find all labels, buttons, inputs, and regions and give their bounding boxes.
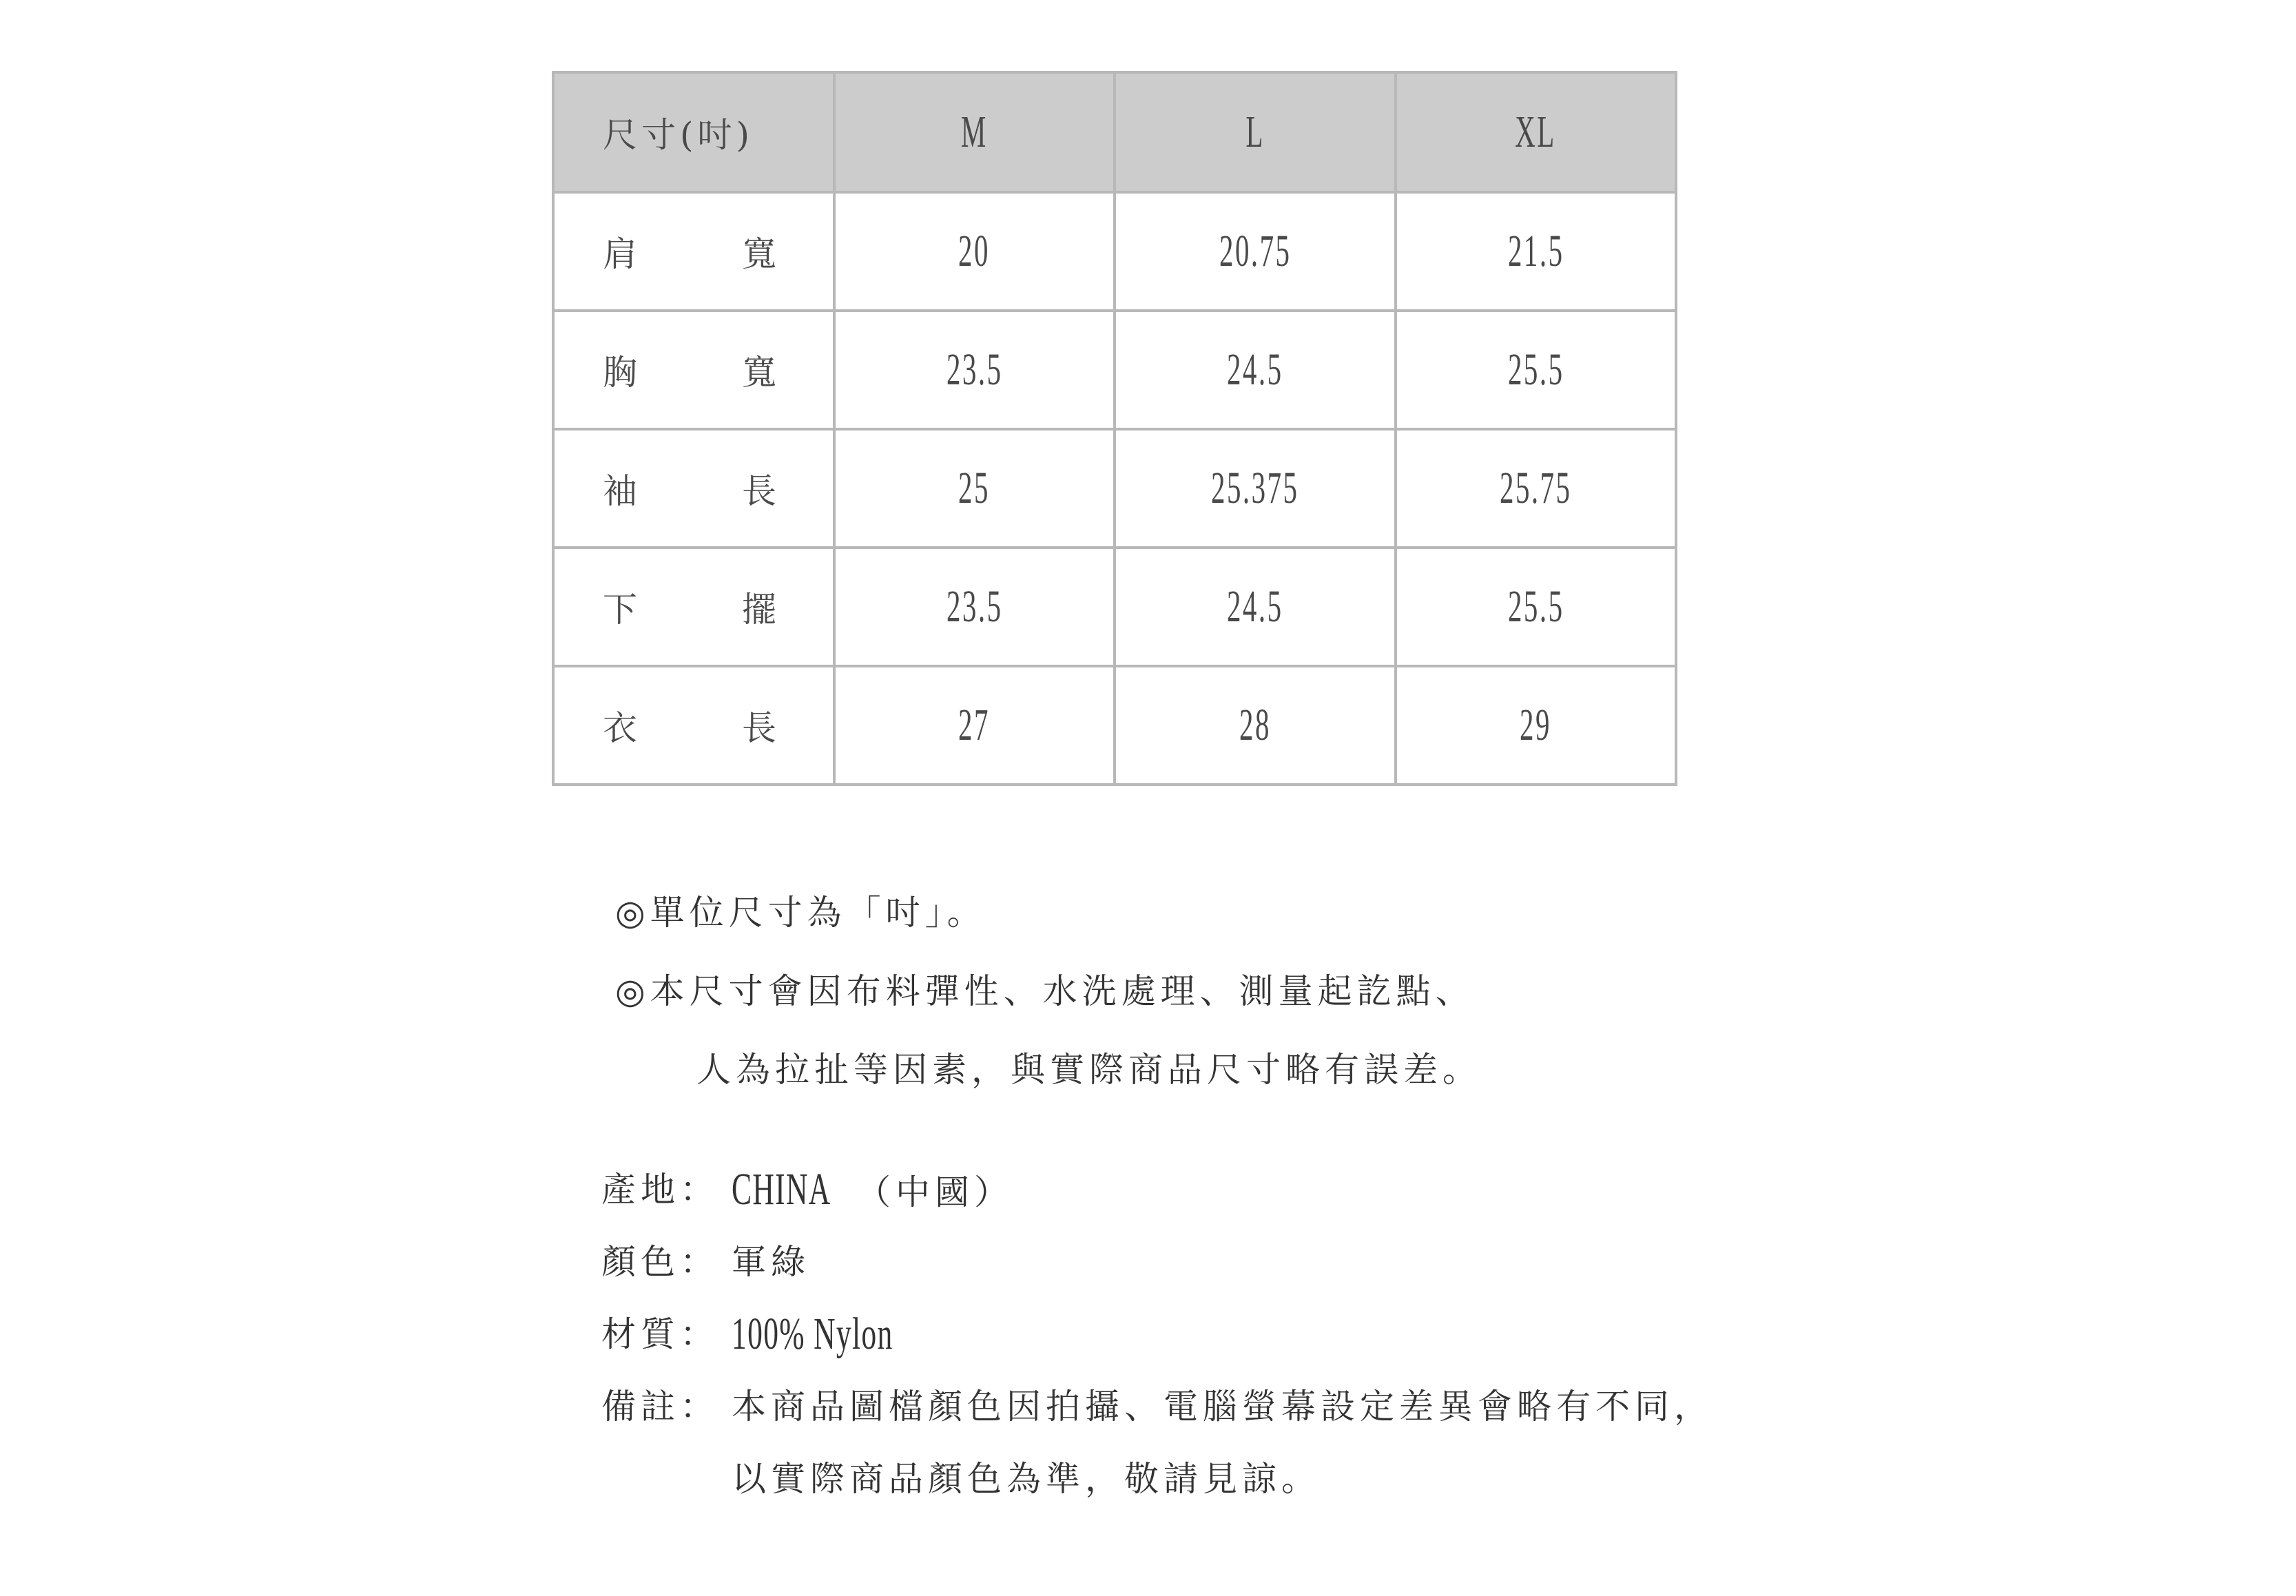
table-cell	[1115, 548, 1396, 666]
table-row-chest-width	[553, 311, 1676, 429]
info-material-label: 材質：	[601, 1314, 719, 1354]
info-color	[601, 1238, 1713, 1310]
row-label	[603, 345, 776, 395]
measurement-value: 24.5	[1226, 344, 1283, 395]
row-label-cell	[553, 548, 834, 666]
row-label	[603, 701, 776, 750]
info-origin-value	[732, 1165, 1013, 1238]
measurement-value: 23.5	[946, 344, 1003, 395]
measurement-value: 21.5	[1507, 226, 1564, 276]
info-remark	[601, 1382, 1713, 1455]
table-cell	[834, 548, 1115, 666]
header-size-xl	[1396, 72, 1677, 192]
measurement-value: 25	[958, 463, 991, 513]
row-label-cell	[553, 311, 834, 429]
row-label-char: 長	[742, 471, 776, 511]
row-label-char: 下	[603, 590, 637, 630]
measurement-value: 23.5	[946, 581, 1003, 632]
table-row-shoulder-width	[553, 192, 1676, 311]
measurement-value: 29	[1520, 700, 1552, 750]
table-cell	[1396, 666, 1677, 785]
size-notes	[615, 889, 1482, 1124]
info-color-value: 軍綠	[732, 1242, 810, 1282]
measurement-value: 28	[1239, 700, 1271, 750]
table-cell	[1396, 192, 1677, 311]
info-remark-continued	[601, 1455, 1713, 1527]
size-label: L	[1245, 107, 1265, 157]
material-value: 100% Nylon	[732, 1309, 893, 1359]
info-material-value	[732, 1310, 976, 1382]
row-label	[603, 464, 776, 513]
table-cell	[1115, 311, 1396, 429]
row-label-char: 擺	[742, 590, 776, 630]
measurement-value: 25.75	[1500, 463, 1572, 513]
table-cell	[834, 429, 1115, 548]
header-size-m	[834, 72, 1115, 192]
product-info	[601, 1165, 1713, 1527]
table-cell	[1115, 429, 1396, 548]
table-row-hem	[553, 548, 1676, 666]
measurement-value: 25.5	[1507, 344, 1564, 395]
table-cell	[1396, 311, 1677, 429]
header-size-unit-label: 尺寸(吋)	[603, 115, 754, 155]
info-origin	[601, 1165, 1713, 1238]
table-cell	[834, 666, 1115, 785]
table-cell	[1396, 429, 1677, 548]
measurement-value: 25.5	[1507, 581, 1564, 632]
table-cell	[834, 192, 1115, 311]
info-color-label: 顏色：	[601, 1242, 719, 1282]
measurement-value: 24.5	[1226, 581, 1283, 632]
row-label-char: 長	[742, 708, 776, 748]
table-row-sleeve-length	[553, 429, 1676, 548]
measurement-value: 20.75	[1219, 226, 1291, 276]
table-cell	[1396, 548, 1677, 666]
origin-country-latin: CHINA	[732, 1164, 831, 1214]
size-label: M	[960, 107, 988, 157]
size-chart-table	[552, 71, 1677, 786]
info-remark-label: 備註：	[601, 1387, 719, 1427]
measurement-value: 25.375	[1211, 463, 1299, 513]
info-remark-value-continued: 以實際商品顏色為準，敬請見諒。	[732, 1459, 1321, 1499]
row-label	[603, 582, 776, 632]
note-unit: ◎單位尺寸為「吋」。	[615, 893, 986, 933]
table-header-row	[553, 72, 1676, 192]
row-label-char: 胸	[603, 353, 637, 393]
header-size-unit	[553, 72, 834, 192]
row-label-char: 袖	[603, 471, 637, 511]
row-label-cell	[553, 666, 834, 785]
row-label	[603, 227, 776, 276]
measurement-value: 27	[958, 700, 991, 750]
origin-country-cjk: （中國）	[856, 1172, 1013, 1212]
row-label-char: 肩	[603, 234, 637, 274]
note-tolerance-continued: 人為拉扯等因素，與實際商品尺寸略有誤差。	[696, 1050, 1482, 1090]
table-cell	[1115, 192, 1396, 311]
row-label-char: 寬	[742, 234, 776, 274]
row-label-char: 寬	[742, 353, 776, 393]
table-row-body-length	[553, 666, 1676, 785]
table-cell	[834, 311, 1115, 429]
row-label-cell	[553, 429, 834, 548]
info-origin-label: 產地：	[601, 1170, 719, 1210]
header-size-l	[1115, 72, 1396, 192]
measurement-value: 20	[958, 226, 991, 276]
info-remark-value: 本商品圖檔顏色因拍攝、電腦螢幕設定差異會略有不同，	[732, 1387, 1713, 1427]
note-tolerance: ◎本尺寸會因布料彈性、水洗處理、測量起訖點、	[615, 971, 1475, 1011]
table-cell	[1115, 666, 1396, 785]
row-label-char: 衣	[603, 708, 637, 748]
row-label-cell	[553, 192, 834, 311]
size-label: XL	[1515, 107, 1556, 157]
info-material	[601, 1310, 1713, 1382]
